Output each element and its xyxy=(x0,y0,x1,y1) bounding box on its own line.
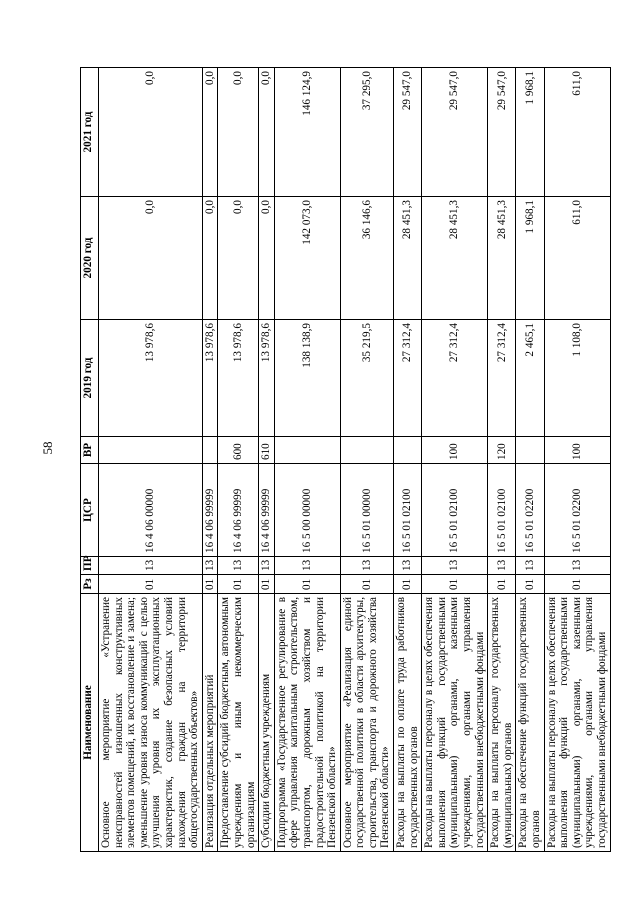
row-2021: 611,0 xyxy=(544,68,610,197)
row-csr: 16 5 01 02200 xyxy=(544,464,610,557)
row-csr: 16 5 01 00000 xyxy=(340,464,393,557)
row-pr: 13 xyxy=(488,557,516,575)
row-2019: 2 465,1 xyxy=(516,320,544,437)
row-2021: 37 295,0 xyxy=(340,68,393,197)
row-name: Основное мероприятие «Реализация единой государственной политики в области архитектуры, строительства, транспорта и дорожного хозяйства Пензенской области» xyxy=(340,594,393,852)
header-2020: 2020 год xyxy=(81,197,99,320)
row-vr: 100 xyxy=(544,437,610,464)
row-2021: 146 124,9 xyxy=(274,68,340,197)
row-2019: 27 312,4 xyxy=(488,320,516,437)
table-row xyxy=(394,68,422,852)
row-csr: 16 5 01 02100 xyxy=(394,464,422,557)
row-2020: 142 073,0 xyxy=(274,197,340,320)
row-2019: 1 108,0 xyxy=(544,320,610,437)
header-2019: 2019 год xyxy=(81,320,99,437)
row-pr: 13 xyxy=(99,557,203,575)
row-rz: 01 xyxy=(422,575,488,594)
row-pr: 13 xyxy=(274,557,340,575)
row-rz: 01 xyxy=(544,575,610,594)
row-2020: 28 451,3 xyxy=(394,197,422,320)
table-row xyxy=(202,68,218,852)
row-name: Субсидии бюджетным учреждениям xyxy=(259,594,275,852)
row-csr: 16 4 06 00000 xyxy=(99,464,203,557)
header-pr: ПР xyxy=(81,557,99,575)
row-2021: 0,0 xyxy=(202,68,218,197)
row-vr xyxy=(274,437,340,464)
row-2019: 13 978,6 xyxy=(202,320,218,437)
table-row xyxy=(544,68,610,852)
row-2021: 0,0 xyxy=(99,68,203,197)
row-rz: 01 xyxy=(340,575,393,594)
header-name: Наименование xyxy=(81,594,99,852)
row-csr: 16 5 00 00000 xyxy=(274,464,340,557)
row-2021: 29 547,0 xyxy=(488,68,516,197)
budget-table xyxy=(80,67,611,852)
row-2019: 13 978,6 xyxy=(218,320,259,437)
table-row xyxy=(274,68,340,852)
header-rz: Рз xyxy=(81,575,99,594)
row-pr: 13 xyxy=(340,557,393,575)
row-vr xyxy=(340,437,393,464)
row-rz: 01 xyxy=(488,575,516,594)
row-2020: 0,0 xyxy=(218,197,259,320)
row-2021: 0,0 xyxy=(259,68,275,197)
row-pr: 13 xyxy=(516,557,544,575)
row-2019: 138 138,9 xyxy=(274,320,340,437)
row-2020: 611,0 xyxy=(544,197,610,320)
row-2019: 13 978,6 xyxy=(99,320,203,437)
row-pr: 13 xyxy=(394,557,422,575)
row-2019: 27 312,4 xyxy=(422,320,488,437)
row-2020: 28 451,3 xyxy=(488,197,516,320)
row-2020: 0,0 xyxy=(202,197,218,320)
row-2021: 29 547,0 xyxy=(394,68,422,197)
row-name: Основное мероприятие «Устранение неисправностей изношенных конструктивных элементов помещений, их восстановление и замена; уменьшение уровня износа коммуникаций с целью улучшения уровня их эксплуатационных характеристик, создание безопасных условий нахождения граждан на территории общегосударственных объектов» xyxy=(99,594,203,852)
row-csr: 16 5 01 02100 xyxy=(422,464,488,557)
table-row xyxy=(259,68,275,852)
row-csr: 16 4 06 99999 xyxy=(259,464,275,557)
row-2020: 1 968,1 xyxy=(516,197,544,320)
rotated-page-content xyxy=(80,68,624,852)
row-2019: 27 312,4 xyxy=(394,320,422,437)
row-vr: 600 xyxy=(218,437,259,464)
row-vr xyxy=(516,437,544,464)
row-name: Расходы на выплаты персоналу в целях обеспечения выполнения функций государственными (муниципальными) органами, казенными учреждениями, органами управления государственными внебюджетными фондами xyxy=(544,594,610,852)
header-2021: 2021 год xyxy=(81,68,99,197)
table-header-row xyxy=(81,68,99,852)
row-rz: 01 xyxy=(274,575,340,594)
row-rz: 01 xyxy=(99,575,203,594)
row-rz: 01 xyxy=(516,575,544,594)
header-csr: ЦСР xyxy=(81,464,99,557)
table-row xyxy=(99,68,203,852)
row-rz: 01 xyxy=(202,575,218,594)
row-csr: 16 4 06 99999 xyxy=(218,464,259,557)
row-vr: 610 xyxy=(259,437,275,464)
row-pr: 13 xyxy=(422,557,488,575)
row-vr xyxy=(394,437,422,464)
row-2021: 29 547,0 xyxy=(422,68,488,197)
row-2020: 0,0 xyxy=(99,197,203,320)
table-row xyxy=(218,68,259,852)
row-vr: 120 xyxy=(488,437,516,464)
row-pr: 13 xyxy=(544,557,610,575)
table-row xyxy=(488,68,516,852)
row-name: Подпрограмма «Государственное регулирование в сфере управления капитальным строительством, транспортом, дорожным хозяйством и градостроительной политикой на территории Пензенской области» xyxy=(274,594,340,852)
row-pr: 13 xyxy=(202,557,218,575)
table-row xyxy=(516,68,544,852)
row-name: Расходы на выплаты персоналу государственных (муниципальных) органов xyxy=(488,594,516,852)
row-2021: 1 968,1 xyxy=(516,68,544,197)
row-csr: 16 5 01 02100 xyxy=(488,464,516,557)
row-name: Предоставление субсидий бюджетным, автономным учреждениям и иным некоммерческим организациям xyxy=(218,594,259,852)
row-csr: 16 4 06 99999 xyxy=(202,464,218,557)
row-rz: 01 xyxy=(259,575,275,594)
row-pr: 13 xyxy=(259,557,275,575)
row-2020: 0,0 xyxy=(259,197,275,320)
header-vr: ВР xyxy=(81,437,99,464)
row-2020: 36 146,6 xyxy=(340,197,393,320)
row-name: Реализация отдельных мероприятий xyxy=(202,594,218,852)
row-2019: 13 978,6 xyxy=(259,320,275,437)
row-2021: 0,0 xyxy=(218,68,259,197)
row-rz: 01 xyxy=(218,575,259,594)
row-vr: 100 xyxy=(422,437,488,464)
row-vr xyxy=(202,437,218,464)
row-csr: 16 5 01 02200 xyxy=(516,464,544,557)
row-vr xyxy=(99,437,203,464)
row-rz: 01 xyxy=(394,575,422,594)
row-name: Расходы на выплаты персоналу в целях обеспечения выполнения функций государственными (муниципальными) органами, казенными учреждениями, органами управления государственными внебюджетными фондами xyxy=(422,594,488,852)
row-2019: 35 219,5 xyxy=(340,320,393,437)
page-number: 58 xyxy=(40,441,55,455)
row-pr: 13 xyxy=(218,557,259,575)
table-row xyxy=(422,68,488,852)
row-2020: 28 451,3 xyxy=(422,197,488,320)
row-name: Расходы на выплаты по оплате труда работников государственных органов xyxy=(394,594,422,852)
table-row xyxy=(340,68,393,852)
row-name: Расходы на обеспечение функций государственных органов xyxy=(516,594,544,852)
